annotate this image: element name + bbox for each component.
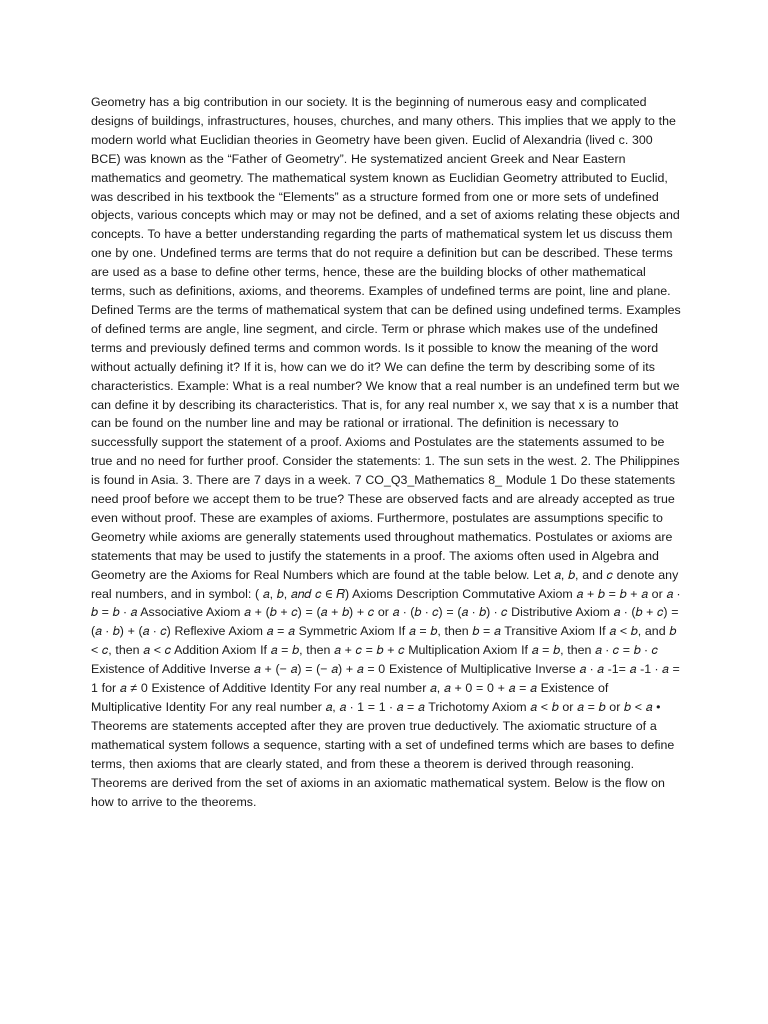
body-paragraph: Geometry has a big contribution in our society. It is the beginning of numerous easy and complicated designs of buildings, infrastructures, houses, churches, and many others. This implies that we apply to the modern world what Euclidian theories in Geometry have been given. Euclid of Alexandria (lived c. 300 BCE) was known as the “Father of Geometry”. He systematized ancient Greek and Near Eastern mathematics and geometry. The mathematical system known as Euclidian Geometry attributed to Euclid, was described in his textbook the “Elements” as a structure formed from one or more sets of undefined objects, various concepts which may or may not be defined, and a set of axioms relating these objects and concepts. To have a better understanding regarding the parts of mathematical system let us discuss them one by one. Undefined terms are terms that do not require a definition but can be described. These terms are used as a base to define other terms, hence, these are the building blocks of other mathematical terms, such as definitions, axioms, and theorems. Examples of undefined terms are point, line and plane. Defined Terms are the terms of mathematical system that can be defined using undefined terms. Examples of defined terms are angle, line segment, and circle. Term or phrase which makes use of the undefined terms and previously defined terms and common words. Is it possible to know the meaning of the word without actually defining it? If it is, how can we do it? We can define the term by describing some of its characteristics. Example: What is a real number? We know that a real number is an undefined term but we can define it by describing its characteristics. That is, for any real number x, we say that x is a number that can be found on the number line and may be rational or irrational. The definition is necessary to successfully support the statement of a proof. Axioms and Postulates are the statements assumed to be true and no need for further proof. Consider the statements: 1. The sun sets in the west. 2. The Philippines is found in Asia. 3. There are 7 days in a week. 7 CO_Q3_Mathematics 8_ Module 1 Do these statements need proof before we accept them to be true? These are observed facts and are already accepted as true even without proof. These are examples of axioms. Furthermore, postulates are assumptions specific to Geometry while axioms are generally statements used throughout mathematics. Postulates or axioms are statements that may be used to justify the statements in a proof. The axioms often used in Algebra and Geometry are the Axioms for Real Numbers which are found at the table below. Let 𝑎, 𝑏, and 𝑐 denote any real numbers, and in symbol: ( 𝑎, 𝑏, 𝑎𝑛𝑑 𝑐 ∈ 𝑅) Axioms Description Commutative Axiom 𝑎 + 𝑏 = 𝑏 + 𝑎 or 𝑎 ∙ 𝑏 = 𝑏 ∙ 𝑎 Associative Axiom 𝑎 + (𝑏 + 𝑐) = (𝑎 + 𝑏) + 𝑐 or 𝑎 ∙ (𝑏 ∙ 𝑐) = (𝑎 ∙ 𝑏) ∙ 𝑐 Distributive Axiom 𝑎 ∙ (𝑏 + 𝑐) = (𝑎 ∙ 𝑏) + (𝑎 ∙ 𝑐) Reflexive Axiom 𝑎 = 𝑎 Symmetric Axiom If 𝑎 = 𝑏, then 𝑏 = 𝑎 Transitive Axiom If 𝑎 < 𝑏, and 𝑏 < 𝑐, then 𝑎 < 𝑐 Addition Axiom If 𝑎 = 𝑏, then 𝑎 + 𝑐 = 𝑏 + 𝑐 Multiplication Axiom If 𝑎 = 𝑏, then 𝑎 ∙ 𝑐 = 𝑏 ∙ 𝑐 Existence of Additive Inverse 𝑎 + (− 𝑎) = (− 𝑎) + 𝑎 = 0 Existence of Multiplicative Inverse 𝑎 ∙ 𝑎 -1= 𝑎 -1 ∙ 𝑎 = 1 for 𝑎 ≠ 0 Existence of Additive Identity For any real number 𝑎, 𝑎 + 0 = 0 + 𝑎 = 𝑎 Existence of Multiplicative Identity For any real number 𝑎, 𝑎 ∙ 1 = 1 ∙ 𝑎 = 𝑎 Trichotomy Axiom 𝑎 < 𝑏 or 𝑎 = 𝑏 or 𝑏 < 𝑎 • Theorems are statements accepted after they are proven true deductively. The axiomatic structure of a mathematical system follows a sequence, starting with a set of undefined terms which are bases to define terms, then axioms that are clearly stated, and from these a theorem is derived through reasoning. Theorems are derived from the set of axioms in an axiomatic mathematical system. Below is the flow on how to arrive to the theorems. [91,95,681,809]
